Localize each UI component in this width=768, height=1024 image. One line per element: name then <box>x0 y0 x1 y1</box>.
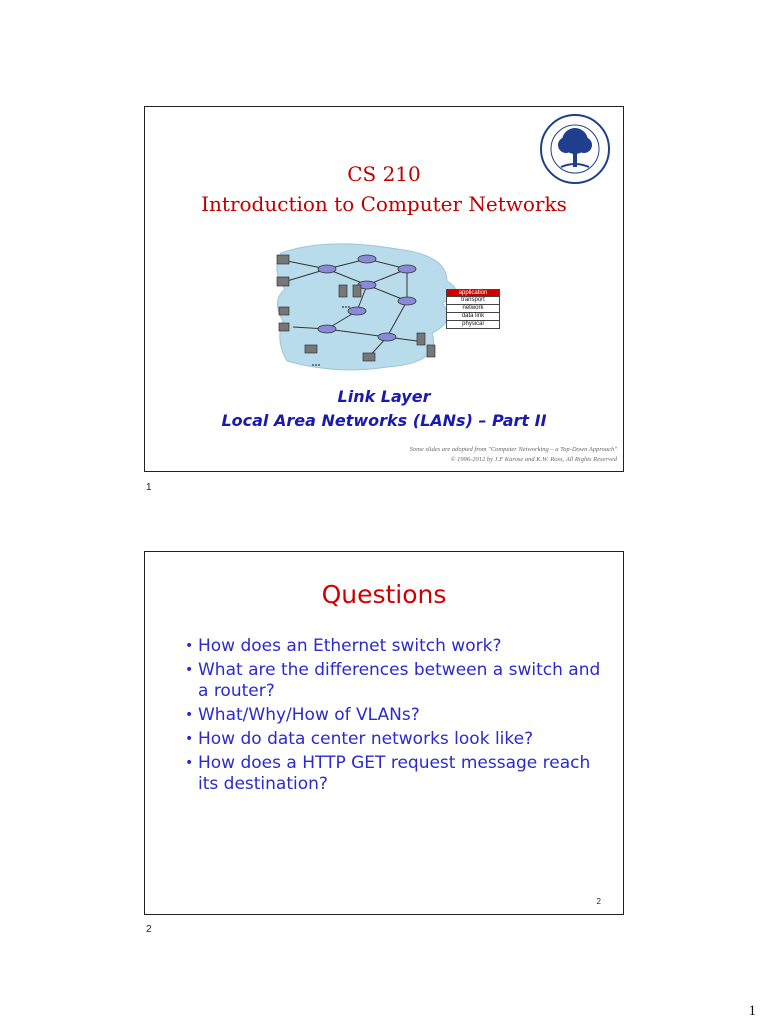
layer-data-link: data link <box>446 313 500 321</box>
list-item <box>185 705 605 726</box>
bullet-icon: • <box>185 638 194 654</box>
slide-1-thumb-number: 1 <box>146 482 152 493</box>
credit-line-1: Some slides are adopted from "Computer Networking – a Top-Down Approach" <box>409 446 617 453</box>
question-text: How do data center networks look like? <box>198 729 534 749</box>
slide-1 <box>144 106 624 472</box>
protocol-stack <box>446 289 500 329</box>
question-text: What are the differences between a switch and a router? <box>198 660 601 701</box>
course-title: Introduction to Computer Networks <box>201 192 567 216</box>
layer-network: network <box>446 305 500 313</box>
list-item <box>185 753 605 795</box>
bullet-icon: • <box>185 662 194 678</box>
list-item <box>185 660 605 702</box>
layer-application: application <box>446 289 500 297</box>
bullet-icon: • <box>185 731 194 747</box>
slide-1-subtitle <box>145 385 623 433</box>
slide-2-thumb-number: 2 <box>146 924 152 935</box>
page-number: 1 <box>748 1003 756 1019</box>
subtitle-line-1: Link Layer <box>337 387 431 406</box>
question-text: How does an Ethernet switch work? <box>198 636 502 656</box>
credit-line-2: © 1996-2012 by J.F Kurose and K.W. Ross, All Rights Reserved <box>450 456 617 463</box>
layer-physical: physical <box>446 321 500 329</box>
layer-transport: transport <box>446 297 500 305</box>
list-item <box>185 636 605 657</box>
slide-2 <box>144 551 624 915</box>
slide-2-number: 2 <box>596 897 601 906</box>
credit-note <box>410 445 617 465</box>
question-list <box>185 636 605 798</box>
bullet-icon: • <box>185 707 194 723</box>
question-text: How does a HTTP GET request message reach its destination? <box>198 753 591 794</box>
course-code: CS 210 <box>347 162 421 186</box>
subtitle-line-2: Local Area Networks (LANs) – Part II <box>221 411 547 430</box>
question-text: What/Why/How of VLANs? <box>198 705 420 725</box>
bullet-icon: • <box>185 755 194 771</box>
university-seal-icon <box>539 113 611 185</box>
slide-2-title: Questions <box>321 580 447 609</box>
list-item <box>185 729 605 750</box>
